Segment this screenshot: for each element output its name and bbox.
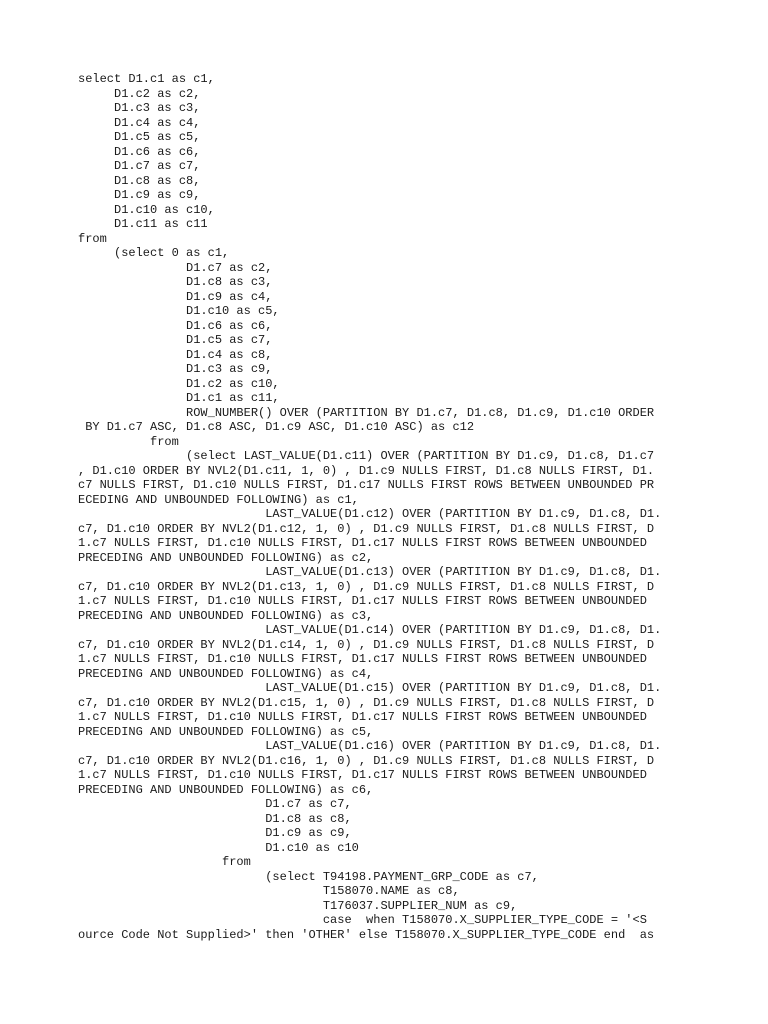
code-line: 1.c7 NULLS FIRST, D1.c10 NULLS FIRST, D1.c17 NULLS FIRST ROWS BETWEEN UNBOUNDED [78, 768, 647, 782]
code-line: D1.c8 as c3, [78, 275, 273, 289]
code-line: 1.c7 NULLS FIRST, D1.c10 NULLS FIRST, D1.c17 NULLS FIRST ROWS BETWEEN UNBOUNDED [78, 594, 647, 608]
code-line: LAST_VALUE(D1.c16) OVER (PARTITION BY D1.c9, D1.c8, D1. [78, 739, 662, 753]
code-line: D1.c5 as c5, [78, 130, 201, 144]
code-line: 1.c7 NULLS FIRST, D1.c10 NULLS FIRST, D1.c17 NULLS FIRST ROWS BETWEEN UNBOUNDED [78, 536, 647, 550]
code-line: (select LAST_VALUE(D1.c11) OVER (PARTITION BY D1.c9, D1.c8, D1.c7 [78, 449, 655, 463]
code-line: ource Code Not Supplied>' then 'OTHER' else T158070.X_SUPPLIER_TYPE_CODE end as [78, 927, 655, 942]
code-line: (select 0 as c1, [78, 246, 230, 260]
code-line: D1.c11 as c11 [78, 217, 208, 231]
code-line: T176037.SUPPLIER_NUM as c9, [78, 898, 518, 913]
code-line: PRECEDING AND UNBOUNDED FOLLOWING) as c4, [78, 666, 374, 681]
code-line: D1.c10 as c5, [78, 304, 280, 318]
sql-code-block [78, 72, 661, 957]
code-line: D1.c6 as c6, [78, 318, 273, 333]
code-line: D1.c10 as c10, [78, 202, 215, 217]
code-line: D1.c4 as c4, [78, 115, 201, 130]
code-line: D1.c2 as c10, [78, 376, 280, 391]
code-line: LAST_VALUE(D1.c15) OVER (PARTITION BY D1.c9, D1.c8, D1. [78, 681, 662, 695]
code-line: D1.c7 as c7, [78, 797, 352, 811]
code-line: c7, D1.c10 ORDER BY NVL2(D1.c12, 1, 0) , D1.c9 NULLS FIRST, D1.c8 NULLS FIRST, D [78, 521, 655, 536]
code-line: D1.c9 as c9, [78, 826, 352, 840]
code-line: D1.c3 as c9, [78, 362, 273, 376]
code-line: D1.c6 as c6, [78, 144, 201, 159]
code-line: D1.c7 as c2, [78, 260, 273, 275]
code-line: PRECEDING AND UNBOUNDED FOLLOWING) as c6, [78, 782, 374, 797]
code-line: D1.c9 as c9, [78, 188, 201, 202]
code-line: c7 NULLS FIRST, D1.c10 NULLS FIRST, D1.c17 NULLS FIRST ROWS BETWEEN UNBOUNDED PR [78, 478, 655, 492]
code-line: c7, D1.c10 ORDER BY NVL2(D1.c14, 1, 0) , D1.c9 NULLS FIRST, D1.c8 NULLS FIRST, D [78, 637, 655, 652]
code-line: case when T158070.X_SUPPLIER_TYPE_CODE = '<S [78, 913, 647, 927]
code-line: LAST_VALUE(D1.c14) OVER (PARTITION BY D1.c9, D1.c8, D1. [78, 623, 662, 637]
code-line: from [78, 231, 107, 246]
code-line: PRECEDING AND UNBOUNDED FOLLOWING) as c2, [78, 550, 374, 565]
code-line: D1.c10 as c10 [78, 840, 359, 855]
code-line: PRECEDING AND UNBOUNDED FOLLOWING) as c5, [78, 724, 374, 739]
code-line: 1.c7 NULLS FIRST, D1.c10 NULLS FIRST, D1.c17 NULLS FIRST ROWS BETWEEN UNBOUNDED [78, 652, 647, 666]
code-line: D1.c3 as c3, [78, 101, 201, 115]
code-line: from [78, 434, 179, 449]
code-line: D1.c7 as c7, [78, 159, 201, 173]
code-line: LAST_VALUE(D1.c12) OVER (PARTITION BY D1.c9, D1.c8, D1. [78, 507, 662, 521]
code-line: D1.c8 as c8, [78, 811, 352, 826]
code-line: T158070.NAME as c8, [78, 884, 460, 898]
code-line: D1.c9 as c4, [78, 289, 273, 304]
code-line: D1.c4 as c8, [78, 347, 273, 362]
code-line: c7, D1.c10 ORDER BY NVL2(D1.c13, 1, 0) , D1.c9 NULLS FIRST, D1.c8 NULLS FIRST, D [78, 579, 655, 594]
code-line [78, 942, 661, 957]
code-line: c7, D1.c10 ORDER BY NVL2(D1.c15, 1, 0) , D1.c9 NULLS FIRST, D1.c8 NULLS FIRST, D [78, 695, 655, 710]
code-line: ROW_NUMBER() OVER (PARTITION BY D1.c7, D1.c8, D1.c9, D1.c10 ORDER [78, 405, 655, 420]
code-line: from [78, 855, 251, 869]
code-line: c7, D1.c10 ORDER BY NVL2(D1.c16, 1, 0) , D1.c9 NULLS FIRST, D1.c8 NULLS FIRST, D [78, 753, 655, 768]
code-line: (select T94198.PAYMENT_GRP_CODE as c7, [78, 869, 539, 884]
code-line: D1.c5 as c7, [78, 333, 273, 347]
code-line: 1.c7 NULLS FIRST, D1.c10 NULLS FIRST, D1.c17 NULLS FIRST ROWS BETWEEN UNBOUNDED [78, 710, 647, 724]
code-line: LAST_VALUE(D1.c13) OVER (PARTITION BY D1.c9, D1.c8, D1. [78, 565, 662, 579]
code-line: D1.c8 as c8, [78, 173, 201, 188]
code-line: D1.c1 as c11, [78, 391, 280, 405]
code-line: select D1.c1 as c1, [78, 72, 215, 86]
code-line: , D1.c10 ORDER BY NVL2(D1.c11, 1, 0) , D1.c9 NULLS FIRST, D1.c8 NULLS FIRST, D1. [78, 463, 655, 478]
code-line: PRECEDING AND UNBOUNDED FOLLOWING) as c3, [78, 608, 374, 623]
code-line: D1.c2 as c2, [78, 86, 201, 101]
code-line: BY D1.c7 ASC, D1.c8 ASC, D1.c9 ASC, D1.c10 ASC) as c12 [78, 420, 475, 434]
code-line: ECEDING AND UNBOUNDED FOLLOWING) as c1, [78, 492, 359, 507]
